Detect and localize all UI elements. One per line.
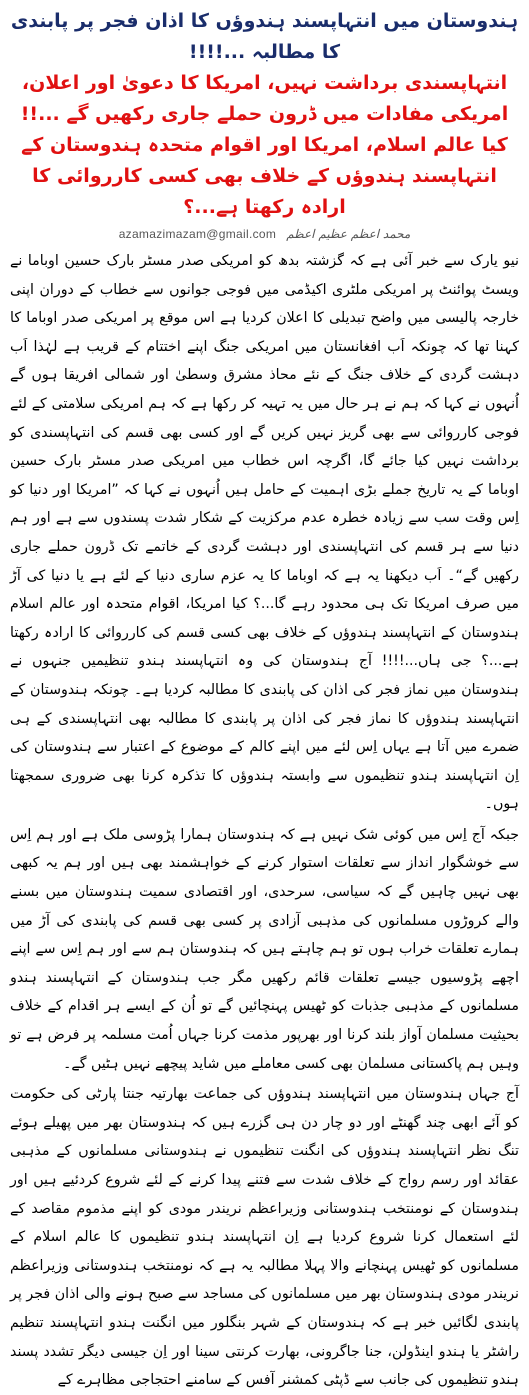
article-paragraph-3: آج جہاں ہندوستان میں انتہاپسند ہندوؤں کی جماعت بھارتیہ جنتا پارٹی کی حکومت کو آئے ابھی چند گھنٹے اور دو چار دن ہی گزرے ہیں کہ ہندوستان بھر میں پھیلے ہوئے تنگ نظر انتہاپسند ہندوؤں کی انگنت تنظیموں نے ہندوستانی مسلمانوں کے مذہبی عقائد اور رسم رواج کے خلاف شدت سے فتنے پیدا کرنے کے لئے شروع کردئیے ہیں اور ہندوستان کے نومنتخب ہندوستانی وزیراعظم نریندر مودی کو اپنے مذموم مقاصد کے لئے استعمال کرنا شروع کردیا ہے اِن انتہاپسند ہندو تنظیموں کا عالم اسلام کے مسلمانوں کو ٹھیس پہنچانے والا پہلا مطالبہ یہ ہے کہ نومنتخب ہندوستانی وزیراعظم نریندر مودی ہندوستان بھر میں مسلمانوں کی مساجد سے صبح ہونے والی اذان فجر پر پابندی لگائیں خبر ہے کہ ہندوستان کے شہر بنگلور میں انگنت ہندو انتہاپسند تنظیم راشٹر یا ہندو اینڈولن، جنا جاگرونی، بھارت کرنتی سینا اور اِن جیسی دیگر تشدد پسند ہندو تنظیموں کی جانب سے ڈپٹی کمشنر آفس کے سامنے احتجاجی مظاہرے کے <box>10 1086 519 1389</box>
article-paragraph-1: نیو یارک سے خبر آئی ہے کہ گزشتہ بدھ کو امریکی صدر مسٹر بارک حسین اوباما نے ویسٹ پوائنٹ پر امریکی ملٹری اکیڈمی میں فوجی جوانوں سے خطاب کے دوران اپنی خارجہ پالیسی میں واضح تبدیلی کا اعلان کردیا ہے اس موقع پر امریکی صدر اوباما کا کہنا تھا کہ چونکہ اَب افغانستان میں امریکی جنگ اپنے اختتام کے قریب ہے لہٰذا اَب دہشت گردی کے خلاف جنگ کے نئے محاذ مشرق وسطیٰ اور شمالی افریقا ہوں گے اُنہوں نے کہا کہ ہم نے ہر حال میں یہ تہیہ کر رکھا ہے کہ ہم امریکی سلامتی کے لئے فوجی کارروائی سے بھی گریز نہیں کریں گے اور کسی بھی قسم کی انتہاپسندی کو برداشت نہیں کیا جائے گا، اگرچہ اس خطاب میں امریکی صدر مسٹر بارک حسین اوباما کے یہ تاریخ جملے بڑی اہمیت کے حامل ہیں اُنہوں نے کہا کہ ”امریکا اور دنیا کو اِس وقت سب سے زیادہ خطرہ عدم مرکزیت کے شکار شدت پسندوں سے ہے اور ہم دنیا سے ہر قسم کی انتہاپسندی اور دہشت گردی کے خاتمے تک ڈرون حملے جاری رکھیں گے“۔ اَب دیکھنا یہ ہے کہ اوباما کا یہ عزم ساری دنیا کے لئے ہے یا دنیا کی آڑ میں صرف امریکا تک ہی محدود رہے گا...؟ کیا امریکا، اقوام متحدہ اور عالم اسلام ہندوستان کے انتہاپسند ہندوؤں کے خلاف بھی کسی قسم کی کارروائی کا ارادہ رکھتا ہے...؟ جی ہاں...!!!! آج ہندوستان کی وہ انتہاپسند ہندو تنظیمیں جنہوں نے ہندوستان میں نماز فجر کی اذان کی پابندی کا مطالبہ کردیا ہے۔ چونکہ ہندوستان کے انتہاپسند ہندوؤں کا نماز فجر کی اذان پر پابندی کا مطالبہ بھی انتہاپسندی کے ہی ضمرے میں آتا ہے یہاں اِس لئے میں اپنے کالم کے موضوع کے اعتبار سے ہندوستان کی اِن انتہاپسند ہندو تنظیموں سے وابستہ ہندوؤں کا تذکرہ کرنا بھی ضروری سمجھتا ہوں۔ <box>10 253 519 813</box>
headline-line-1: ہندوستان میں انتہاپسند ہندوؤں کا اذان فجر پر پابندی کا مطالبہ ...!!!! <box>10 10 519 63</box>
headline-line-2: انتہاپسندی برداشت نہیں، امریکا کا دعویٰ اور اعلان، امریکی مفادات میں ڈرون حملے جاری رکھیں گے ...!! <box>20 72 509 125</box>
author-name: محمد اعظم عظیم اعظم <box>286 227 411 241</box>
article-paragraph-2: جبکہ آج اِس میں کوئی شک نہیں ہے کہ ہندوستان ہمارا پڑوسی ملک ہے اور ہم اِس سے خوشگوار انداز سے تعلقات استوار کرنے کے خواہشمند بھی ہیں اور ہم یہ کبھی بھی نہیں چاہیں گے کہ سیاسی، سرحدی، اور اقتصادی سمیت ہندوستان میں بسنے والے کروڑوں مسلمانوں کی مذہبی آزادی پر کسی بھی قسم کی پابندی کی آڑ میں ہمارے تعلقات خراب ہوں تو ہم چاہتے ہیں کہ ہندوستان ہم سے اور ہم اِس سے اپنے اچھے پڑوسیوں جیسے تعلقات قائم رکھیں مگر جب ہندوستان کے انتہاپسند ہندو مسلمانوں کے مذہبی جذبات کو ٹھیس پہنچائیں گے تو اُن کے ایسے ہر اقدام کے خلاف بحیثیت مسلمان آواز بلند کرنا اور بھرپور مذمت کرنا جہاں اُمت مسلمہ پر فرض ہے تو وہیں ہم پاکستانی مسلمان بھی کسی معاملے میں شاید پیچھے نہیں ہٹیں گے۔ <box>10 826 519 1072</box>
author-email: azamazimazam@gmail.com <box>118 227 277 241</box>
headline-line-3: کیا عالم اسلام، امریکا اور اقوام متحدہ ہندوستان کے انتہاپسند ہندوؤں کے خلاف بھی کسی کارروائی کا ارادہ رکھتا ہے...؟ <box>21 134 508 218</box>
byline <box>10 225 519 243</box>
